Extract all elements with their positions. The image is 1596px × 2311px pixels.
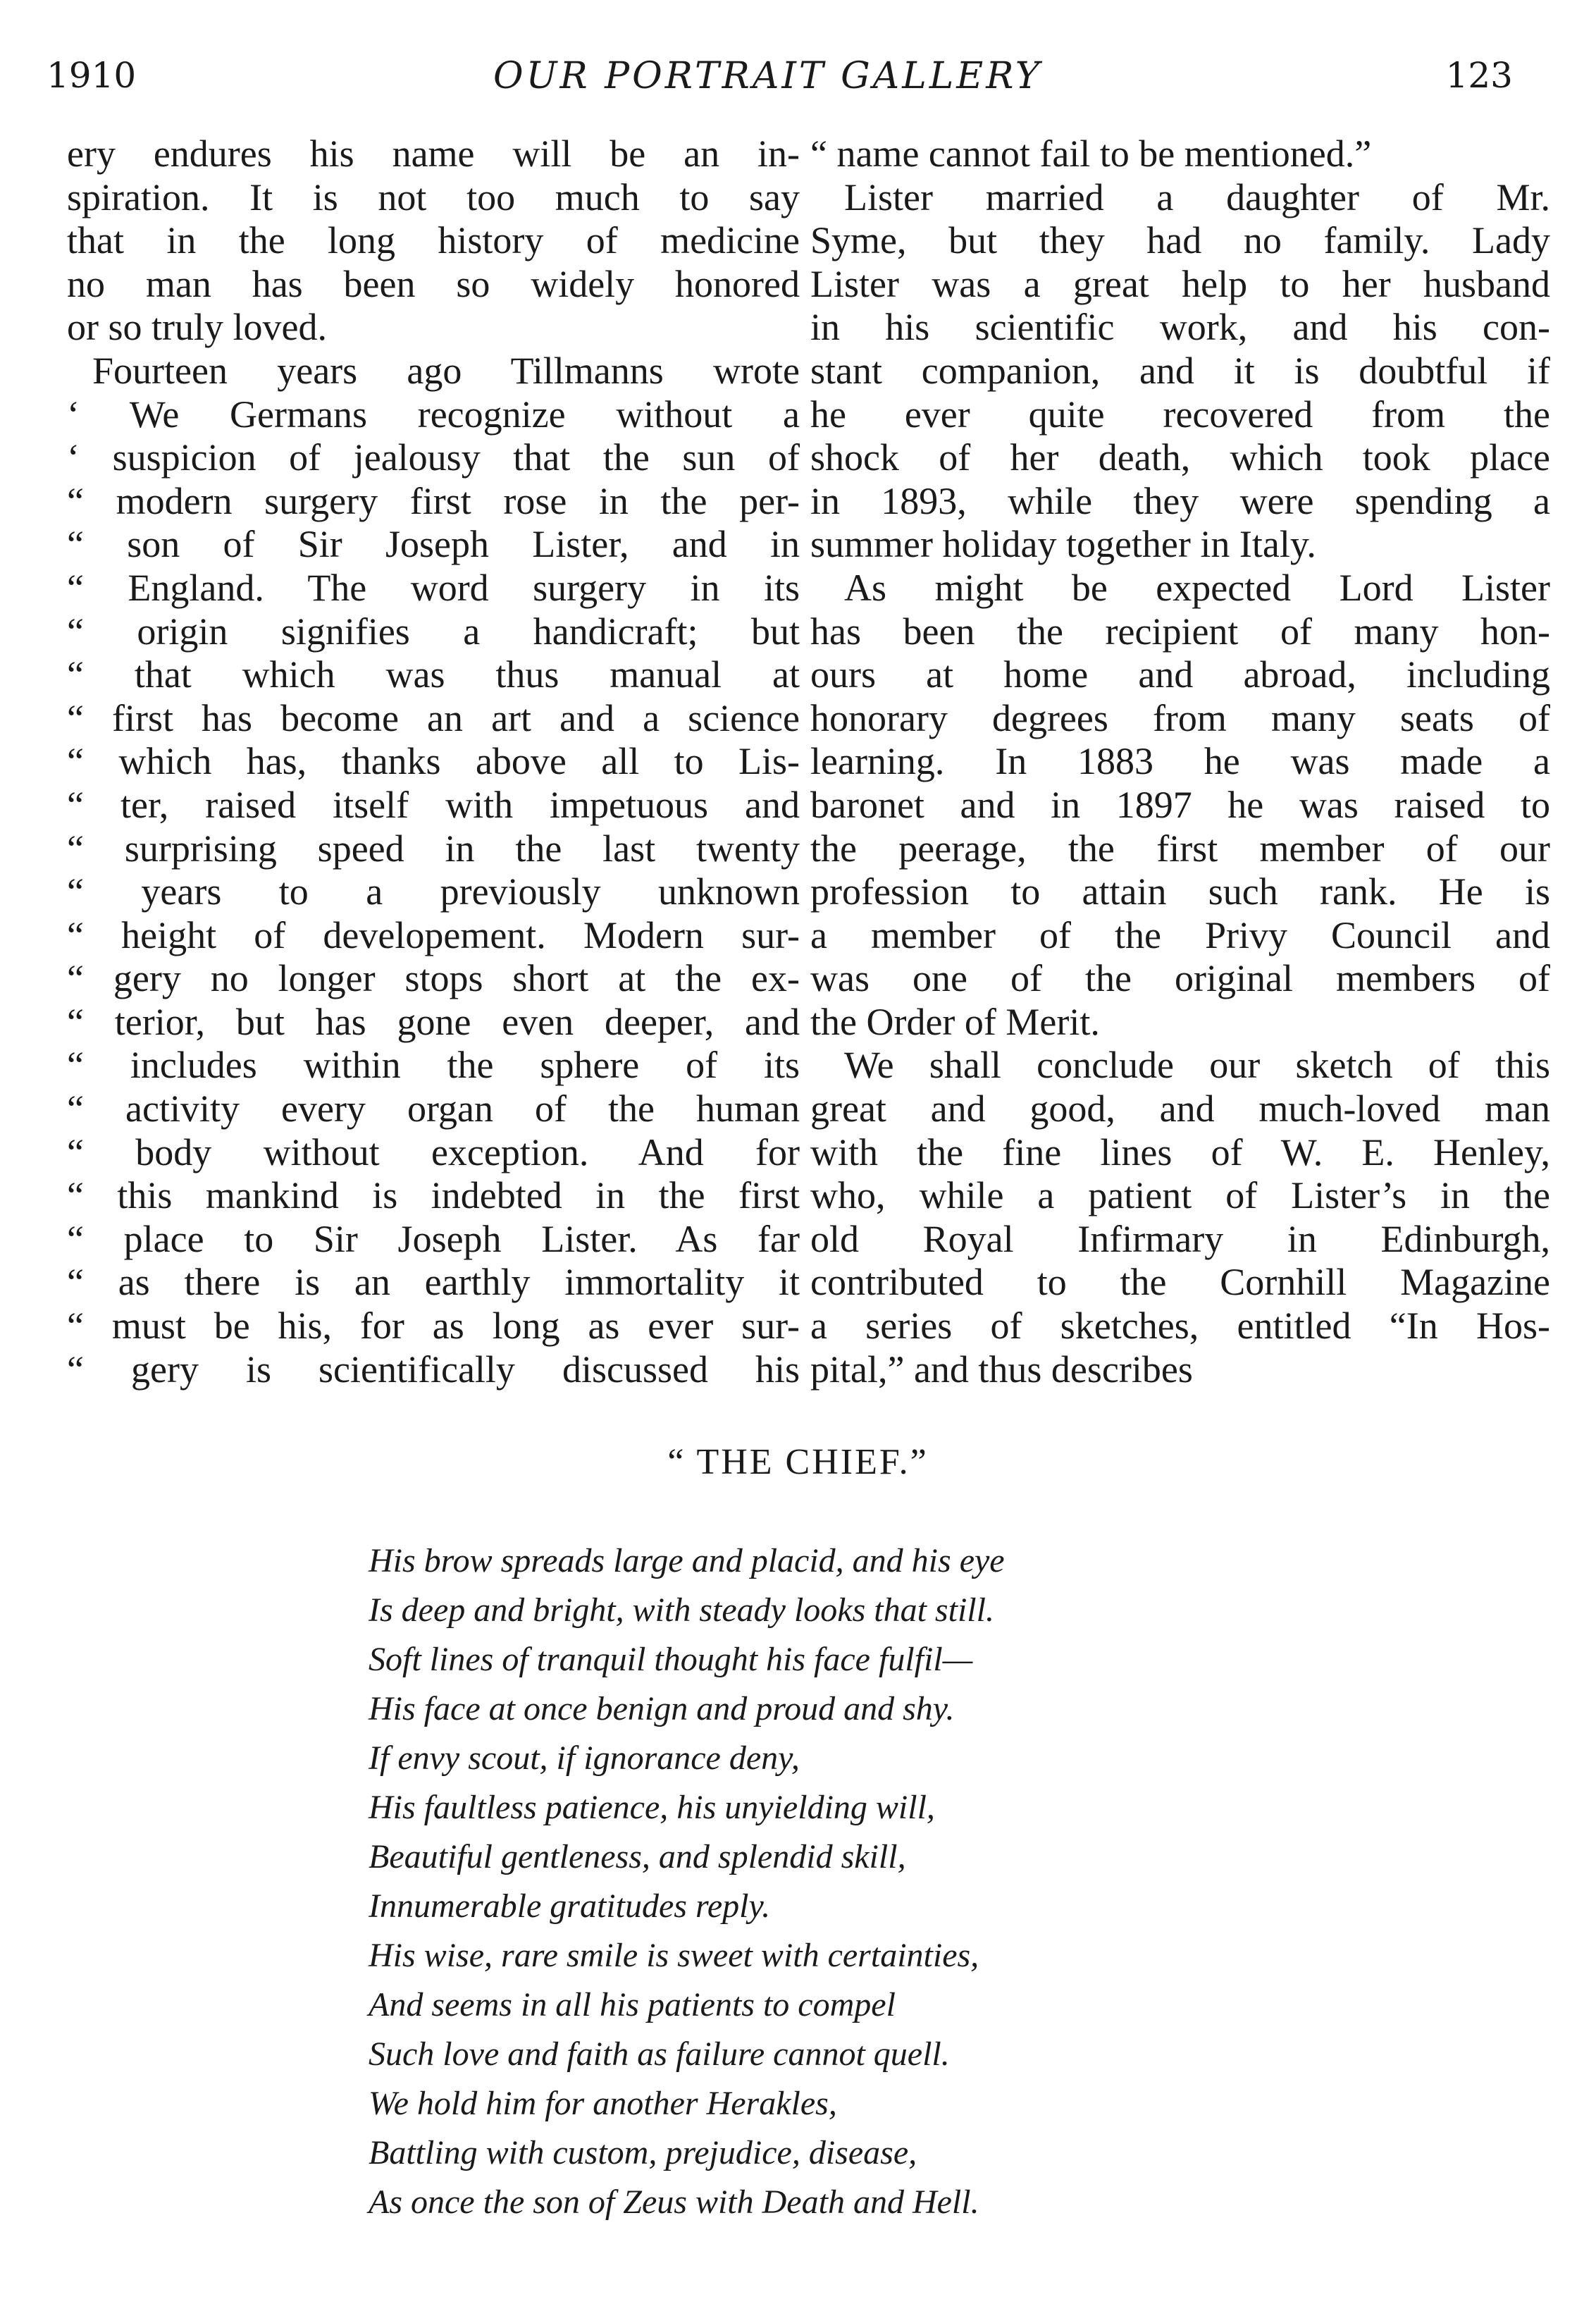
poem-title: “ THE CHIEF.” — [667, 1442, 929, 1482]
header-year: 1910 — [47, 55, 137, 96]
poem-line: Soft lines of tranquil thought his face fulfil— — [369, 1641, 973, 1678]
text-line: he ever quite recovered from the — [810, 393, 1550, 436]
text-line: a member of the Privy Council and — [810, 913, 1550, 956]
text-line: Syme, but they had no family. Lady — [810, 219, 1550, 262]
text-line: with the fine lines of W. E. Henley, — [810, 1130, 1550, 1173]
poem-line: As once the son of Zeus with Death and Hell. — [369, 2183, 979, 2221]
poem-line: His wise, rare smile is sweet with certainties, — [369, 1937, 979, 1974]
text-line: pital,” and thus describes — [810, 1348, 1193, 1391]
text-line: the peerage, the first member of our — [810, 827, 1550, 870]
text-line: “ origin signifies a handicraft; but — [67, 610, 800, 653]
text-line: ours at home and abroad, including — [810, 653, 1550, 696]
poem-line: Beautiful gentleness, and splendid skill, — [369, 1838, 906, 1875]
text-line: has been the recipient of many hon- — [810, 610, 1550, 653]
text-line: spiration. It is not too much to say — [67, 175, 800, 218]
right-column — [810, 133, 1550, 1391]
text-line: “ which has, thanks above all to Lis- — [67, 740, 800, 783]
text-line: “ modern surgery first rose in the per- — [67, 479, 800, 522]
text-line: “ place to Sir Joseph Lister. As far — [67, 1217, 800, 1260]
text-line: profession to attain such rank. He is — [810, 870, 1550, 913]
text-line: “ activity every organ of the human — [67, 1087, 800, 1130]
text-line: “ this mankind is indebted in the first — [67, 1174, 800, 1217]
poem-line: His face at once benign and proud and shy. — [369, 1690, 955, 1727]
text-line: ‘ We Germans recognize without a — [67, 393, 800, 436]
text-line: Fourteen years ago Tillmanns wrote — [92, 349, 800, 392]
text-line: great and good, and much-loved man — [810, 1087, 1550, 1130]
text-line: “ ter, raised itself with impetuous and — [67, 783, 800, 826]
text-line: “ gery no longer stops short at the ex- — [67, 957, 800, 1000]
page-number: 123 — [1445, 55, 1513, 96]
text-line: contributed to the Cornhill Magazine — [810, 1261, 1550, 1304]
text-line: “ must be his, for as long as ever sur- — [67, 1305, 800, 1348]
poem-line: If envy scout, if ignorance deny, — [369, 1739, 800, 1777]
text-line: “ name cannot fail to be mentioned.” — [810, 133, 1372, 175]
text-line: learning. In 1883 he was made a — [810, 740, 1550, 783]
poem-line: Such love and faith as failure cannot quell. — [369, 2035, 950, 2073]
text-line: “ that which was thus manual at — [67, 653, 800, 696]
poem-line: His faultless patience, his unyielding will, — [369, 1789, 935, 1826]
text-line: no man has been so widely honored — [67, 262, 800, 305]
text-line: Lister was a great help to her husband — [810, 262, 1550, 305]
text-line: or so truly loved. — [67, 306, 327, 349]
poem-line: Is deep and bright, with steady looks that still. — [369, 1591, 994, 1629]
text-line: As might be expected Lord Lister — [844, 566, 1550, 609]
text-line: stant companion, and it is doubtful if — [810, 349, 1550, 392]
poem-line: Battling with custom, prejudice, disease, — [369, 2134, 917, 2171]
text-line: “ son of Sir Joseph Lister, and in — [67, 523, 800, 566]
text-line: the Order of Merit. — [810, 1000, 1100, 1043]
text-line: baronet and in 1897 he was raised to — [810, 783, 1550, 826]
text-line: “ terior, but has gone even deeper, and — [67, 1000, 800, 1043]
text-line: a series of sketches, entitled “In Hos- — [810, 1305, 1550, 1348]
text-line: “ years to a previously unknown — [67, 870, 800, 913]
text-line: “ England. The word surgery in its — [67, 566, 800, 609]
text-line: “ gery is scientifically discussed his — [67, 1348, 800, 1391]
header-title: OUR PORTRAIT GALLERY — [493, 55, 1043, 97]
text-line: “ surprising speed in the last twenty — [67, 827, 800, 870]
text-line: who, while a patient of Lister’s in the — [810, 1174, 1550, 1217]
text-line: old Royal Infirmary in Edinburgh, — [810, 1217, 1550, 1260]
left-column — [67, 133, 800, 1391]
text-line: was one of the original members of — [810, 957, 1550, 1000]
text-line: honorary degrees from many seats of — [810, 696, 1550, 739]
text-line: Lister married a daughter of Mr. — [844, 175, 1550, 218]
poem-line: And seems in all his patients to compel — [369, 1986, 896, 2023]
text-line: ery endures his name will be an in- — [67, 133, 800, 175]
text-line: “ body without exception. And for — [67, 1130, 800, 1173]
text-line: We shall conclude our sketch of this — [844, 1044, 1550, 1087]
text-line: summer holiday together in Italy. — [810, 523, 1316, 566]
text-line: that in the long history of medicine — [67, 219, 800, 262]
running-head — [0, 55, 1596, 111]
poem-line: We hold him for another Herakles, — [369, 2085, 837, 2122]
text-line: “ includes within the sphere of its — [67, 1044, 800, 1087]
text-line: “ first has become an art and a science — [67, 696, 800, 739]
text-line: in his scientific work, and his con- — [810, 306, 1550, 349]
text-line: “ as there is an earthly immortality it — [67, 1261, 800, 1304]
poem-line: His brow spreads large and placid, and his eye — [369, 1542, 1005, 1579]
text-line: ‘ suspicion of jealousy that the sun of — [67, 436, 800, 479]
poem — [369, 1536, 1355, 2227]
poem-line: Innumerable gratitudes reply. — [369, 1887, 771, 1925]
text-line: “ height of developement. Modern sur- — [67, 913, 800, 956]
text-line: in 1893, while they were spending a — [810, 479, 1550, 522]
text-line: shock of her death, which took place — [810, 436, 1550, 479]
